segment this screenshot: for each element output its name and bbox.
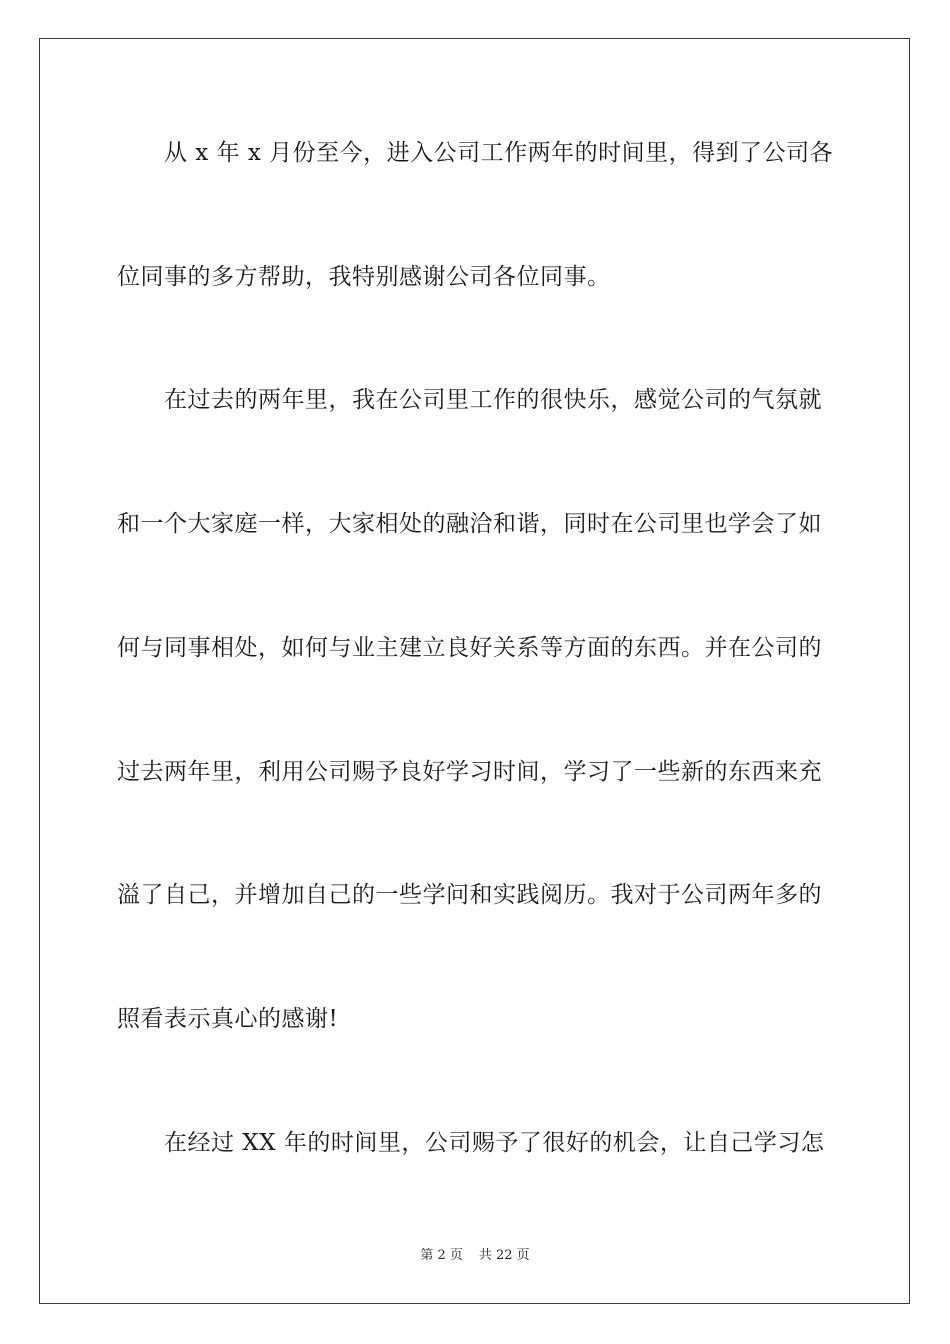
- page-total: 共 22 页: [478, 1248, 530, 1263]
- paragraph-2-line-5: 溢了自己，并增加自己的一些学问和实践阅历。我对于公司两年多的: [117, 882, 822, 908]
- paragraph-2-line-6: 照看表示真心的感谢!: [117, 1006, 339, 1032]
- paragraph-2-line-1: 在过去的两年里，我在公司里工作的很快乐，感觉公司的气氛就: [164, 387, 822, 413]
- paragraph-1-line-2: 位同事的多方帮助，我特别感谢公司各位同事。: [117, 264, 611, 290]
- paragraph-2-line-4: 过去两年里，利用公司赐予良好学习时间，学习了一些新的东西来充: [117, 759, 822, 785]
- page-border: [39, 38, 910, 1304]
- paragraph-1-line-1: 从 x 年 x 月份至今，进入公司工作两年的时间里，得到了公司各: [164, 140, 834, 166]
- page-footer: [0, 1248, 950, 1264]
- paragraph-2-line-3: 何与同事相处，如何与业主建立良好关系等方面的东西。并在公司的: [117, 635, 822, 661]
- paragraph-2-line-2: 和一个大家庭一样，大家相处的融洽和谐，同时在公司里也学会了如: [117, 511, 822, 537]
- paragraph-3-line-1: 在经过 XX 年的时间里，公司赐予了很好的机会，让自己学习怎: [164, 1130, 825, 1156]
- page-number: 第 2 页: [420, 1248, 463, 1263]
